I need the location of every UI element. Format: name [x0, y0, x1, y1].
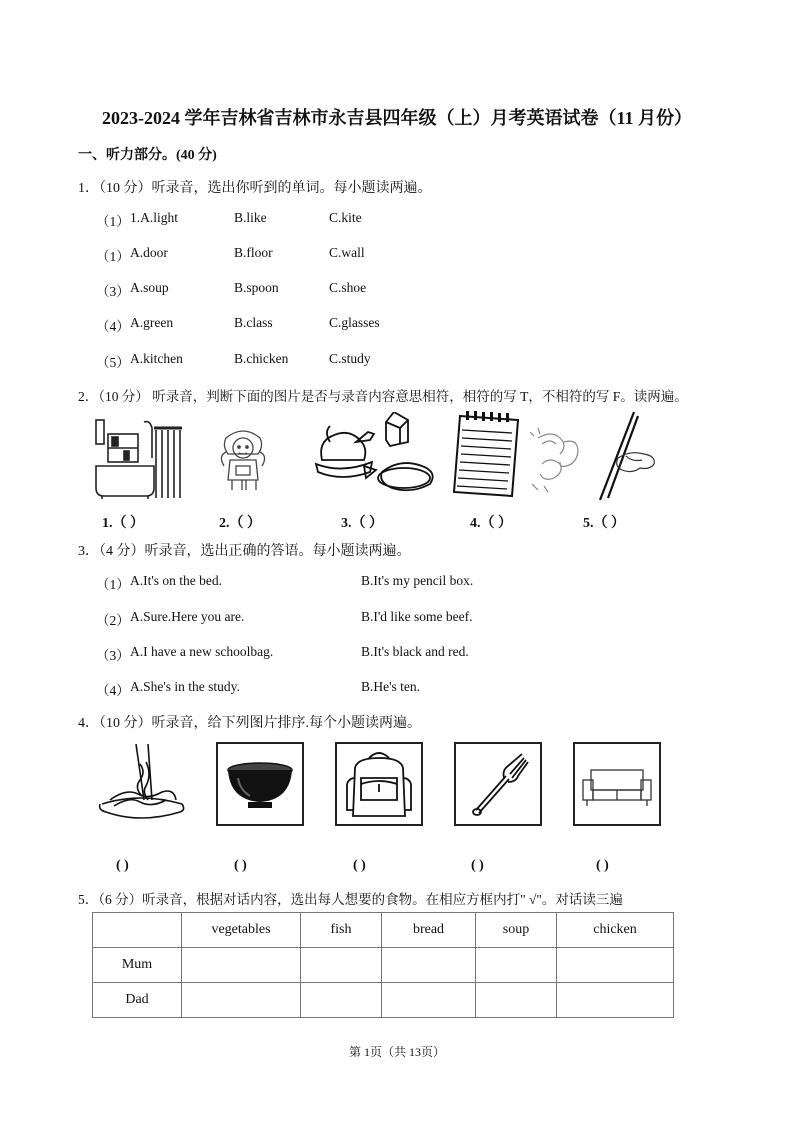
q1-option-c: C.glasses — [329, 315, 380, 330]
question-4-prompt: 4．（10 分）听录音，给下列图片排序.每个小题读两遍。 — [78, 716, 421, 731]
noodles-icon — [96, 742, 186, 824]
shrimp-icon — [530, 428, 584, 494]
q4-answer-blank-2[interactable]: ( ) — [234, 858, 247, 873]
page-title: 2023-2024 学年吉林省吉林市永吉县四年级（上）月考英语试卷（11 月份） — [102, 108, 692, 128]
boy-icon — [214, 426, 272, 492]
table-answer-cell[interactable] — [557, 983, 674, 1018]
q3-option-a: A.I have a new schoolbag. — [130, 644, 274, 659]
food-choice-table — [92, 912, 674, 1018]
table-answer-cell[interactable] — [557, 948, 674, 983]
q3-item-num: （1） — [96, 577, 130, 592]
notebook-icon — [452, 410, 522, 500]
q4-answer-blank-1[interactable]: ( ) — [116, 858, 129, 873]
q3-option-a: A.It's on the bed. — [130, 573, 223, 588]
section-heading-listening: 一、听力部分。(40 分) — [78, 148, 217, 163]
q1-option-c: C.wall — [329, 245, 365, 260]
table-header-cell: chicken — [557, 913, 674, 948]
fork-icon — [456, 744, 540, 824]
table-row — [93, 948, 674, 983]
q3-option-a: A.She's in the study. — [130, 679, 240, 694]
q1-option-a: 1.A.light — [130, 210, 179, 225]
q3-option-b: B.It's black and red. — [361, 644, 469, 659]
question-2-prompt: 2．（10 分） 听录音，判断下面的图片是否与录音内容意思相符，相符的写 T，不相符的写 F。读两遍。 — [78, 389, 688, 404]
schoolbag-card — [335, 742, 423, 826]
q3-option-b: B.I'd like some beef. — [361, 609, 473, 624]
q1-option-c: C.shoe — [329, 280, 367, 295]
q1-option-a: A.door — [130, 245, 168, 260]
table-header-cell: vegetables — [182, 913, 301, 948]
table-header-cell: fish — [301, 913, 382, 948]
sofa-icon — [575, 744, 659, 824]
table-answer-cell[interactable] — [476, 983, 557, 1018]
q1-item-num: （1） — [96, 249, 130, 264]
bathroom-icon — [94, 418, 186, 500]
q1-option-a: A.kitchen — [130, 351, 183, 366]
table-answer-cell[interactable] — [301, 948, 382, 983]
table-header-cell: bread — [382, 913, 476, 948]
table-answer-cell[interactable] — [382, 948, 476, 983]
table-header-row — [93, 913, 674, 948]
q1-option-b: B.class — [234, 315, 273, 330]
q2-answer-blank-5[interactable]: 5.（ ） — [583, 516, 625, 531]
q1-option-c: C.kite — [329, 210, 362, 225]
q3-option-b: B.He's ten. — [361, 679, 421, 694]
q2-answer-blank-2[interactable]: 2.（ ） — [219, 516, 261, 531]
table-answer-cell[interactable] — [476, 948, 557, 983]
question-5-prompt: 5．（6 分）听录音，根据对话内容，选出每人想要的食物。在相应方框内打" √"。对话读三遍 — [78, 892, 623, 907]
q1-item-num: （4） — [96, 319, 130, 334]
question-1-prompt: 1．（10 分）听录音，选出你听到的单词。每小题读两遍。 — [78, 181, 432, 196]
q3-option-a: A.Sure.Here you are. — [130, 609, 245, 624]
table-row-label: Dad — [93, 983, 182, 1018]
q1-option-c: C.study — [329, 351, 371, 366]
q1-option-b: B.chicken — [234, 351, 289, 366]
q1-option-b: B.floor — [234, 245, 273, 260]
chopsticks-icon — [596, 410, 660, 502]
q4-answer-blank-3[interactable]: ( ) — [353, 858, 366, 873]
table-header-cell: soup — [476, 913, 557, 948]
table-answer-cell[interactable] — [382, 983, 476, 1018]
table-row — [93, 983, 674, 1018]
table-answer-cell[interactable] — [301, 983, 382, 1018]
table-row-label: Mum — [93, 948, 182, 983]
q2-answer-blank-3[interactable]: 3.（ ） — [341, 516, 383, 531]
q1-option-b: B.spoon — [234, 280, 279, 295]
schoolbag-icon — [337, 744, 421, 824]
fork-card — [454, 742, 542, 826]
q3-item-num: （3） — [96, 648, 130, 663]
table-answer-cell[interactable] — [182, 948, 301, 983]
q3-item-num: （4） — [96, 683, 130, 698]
q3-option-b: B.It's my pencil box. — [361, 573, 474, 588]
page-footer: 第 1页（共 13页） — [348, 1045, 445, 1059]
q1-option-a: A.green — [130, 315, 174, 330]
q3-item-num: （2） — [96, 613, 130, 628]
q1-item-num: （5） — [96, 355, 130, 370]
q1-option-a: A.soup — [130, 280, 169, 295]
bowl-card — [216, 742, 304, 826]
q1-item-num: （3） — [96, 284, 130, 299]
bowl-icon — [218, 744, 302, 824]
q1-item-num: （1） — [96, 214, 130, 229]
q4-answer-blank-5[interactable]: ( ) — [596, 858, 609, 873]
chicken-milk-icon — [312, 412, 440, 498]
q2-answer-blank-1[interactable]: 1.（ ） — [102, 516, 144, 531]
question-3-prompt: 3．（4 分）听录音，选出正确的答语。每小题读两遍。 — [78, 544, 411, 559]
q1-option-b: B.like — [234, 210, 267, 225]
q2-answer-blank-4[interactable]: 4.（ ） — [470, 516, 512, 531]
q4-answer-blank-4[interactable]: ( ) — [471, 858, 484, 873]
sofa-card — [573, 742, 661, 826]
table-answer-cell[interactable] — [182, 983, 301, 1018]
table-header-cell — [93, 913, 182, 948]
